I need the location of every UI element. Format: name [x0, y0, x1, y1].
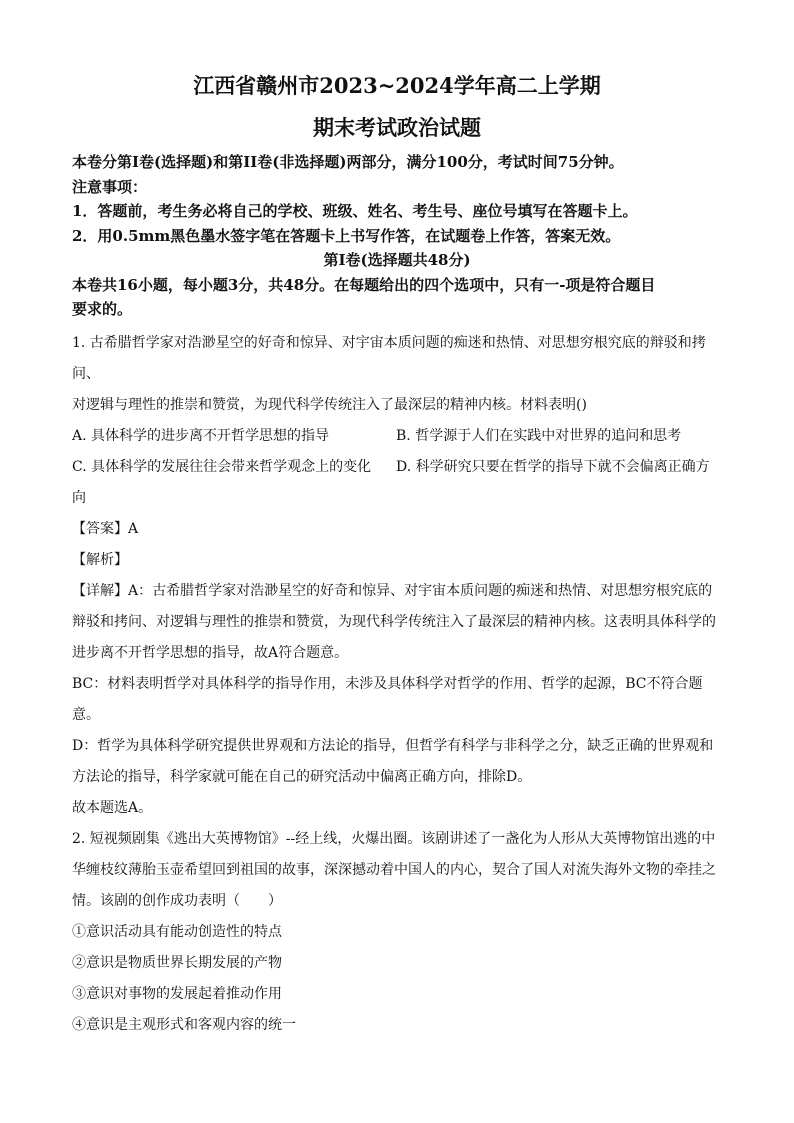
- q1-detail-line-2: 辩驳和拷问、对逻辑与理性的推崇和赞赏，为现代科学传统注入了最深层的精神内核。这表明具体科学的: [72, 613, 716, 630]
- q1-bc-line-2: 意。: [72, 706, 100, 723]
- title-line-2: 期末考试政治试题: [313, 115, 481, 140]
- q2-item-3: ③意识对事物的发展起着推动作用: [72, 985, 282, 1002]
- title-line-1: 江西省赣州市2023~2024学年高二上学期: [193, 73, 601, 98]
- notice-item-1: 1．答题前，考生务必将自己的学校、班级、姓名、考生号、座位号填写在答题卡上。: [72, 202, 638, 220]
- q1-d-line-2: 方法论的指导，科学家就可能在自己的研究活动中偏离正确方向，排除D。: [72, 768, 532, 785]
- q1-stem-line-2: 对逻辑与理性的推崇和赞赏，为现代科学传统注入了最深层的精神内核。材料表明(): [72, 396, 587, 413]
- q1-bc-line-1: BC：材料表明哲学对具体科学的指导作用，未涉及具体科学对哲学的作用、哲学的起源，BC不符合题: [72, 675, 703, 692]
- q2-item-2: ②意识是物质世界长期发展的产物: [72, 954, 282, 971]
- section-instruction-1: 本卷共16小题，每小题3分，共48分。在每题给出的四个选项中，只有一-项是符合题目: [72, 275, 656, 294]
- q1-stem-line-1: 1. 古希腊哲学家对浩渺星空的好奇和惊异、对宇宙本质问题的痴迷和热情、对思想穷根究底的辩驳和拷问、: [72, 334, 706, 382]
- section-title: 第I卷(选择题共48分): [323, 251, 471, 269]
- q1-option-d-continued: 向: [72, 489, 86, 506]
- exam-intro: 本卷分第I卷(选择题)和第II卷(非选择题)两部分，满分100分，考试时间75分钟。: [72, 153, 624, 171]
- notice-heading: 注意事项：: [72, 177, 148, 196]
- section-instruction-2: 要求的。: [72, 300, 133, 318]
- q1-analysis-heading: 【解析】: [72, 551, 128, 568]
- notice-item-2: 2．用0.5mm黑色墨水签字笔在答题卡上书写作答，在试题卷上作答，答案无效。: [72, 226, 621, 245]
- q1-option-d: D. 科学研究只要在哲学的指导下就不会偏离正确方: [396, 458, 710, 475]
- q1-option-c: C. 具体科学的发展往往会带来哲学观念上的变化: [72, 458, 372, 475]
- q1-options-row-1: [72, 421, 722, 452]
- q1-options-row-2: [72, 452, 722, 483]
- q1-option-a: A. 具体科学的进步离不开哲学思想的指导: [72, 427, 330, 444]
- question-1: [72, 328, 722, 824]
- q1-conclusion: 故本题选A。: [72, 799, 153, 816]
- q1-answer: 【答案】A: [72, 520, 139, 537]
- question-2: [72, 824, 722, 1041]
- q2-stem-line-2: 华缠枝纹薄胎玉壶希望回到祖国的故事，深深撼动着中国人的内心，契合了国人对流失海外文物的牵挂之: [72, 861, 716, 878]
- q1-option-b: B. 哲学源于人们在实践中对世界的追问和思考: [396, 427, 682, 444]
- q2-stem-line-3: 情。该剧的创作成功表明（ ）: [72, 892, 282, 909]
- q1-detail-line-1: 【详解】A：古希腊哲学家对浩渺星空的好奇和惊异、对宇宙本质问题的痴迷和热情、对思想穷根究底的: [72, 582, 713, 599]
- q2-stem-line-1: 2. 短视频剧集《逃出大英博物馆》--经上线，火爆出圈。该剧讲述了一盏化为人形从大英博物馆出逃的中: [72, 830, 716, 847]
- q1-detail-line-3: 进步离不开哲学思想的指导，故A符合题意。: [72, 644, 349, 661]
- q2-item-4: ④意识是主观形式和客观内容的统一: [72, 1016, 296, 1033]
- q1-d-line-1: D：哲学为具体科学研究提供世界观和方法论的指导，但哲学有科学与非科学之分，缺乏正确的世界观和: [72, 737, 714, 754]
- q2-item-1: ①意识活动具有能动创造性的特点: [72, 923, 282, 940]
